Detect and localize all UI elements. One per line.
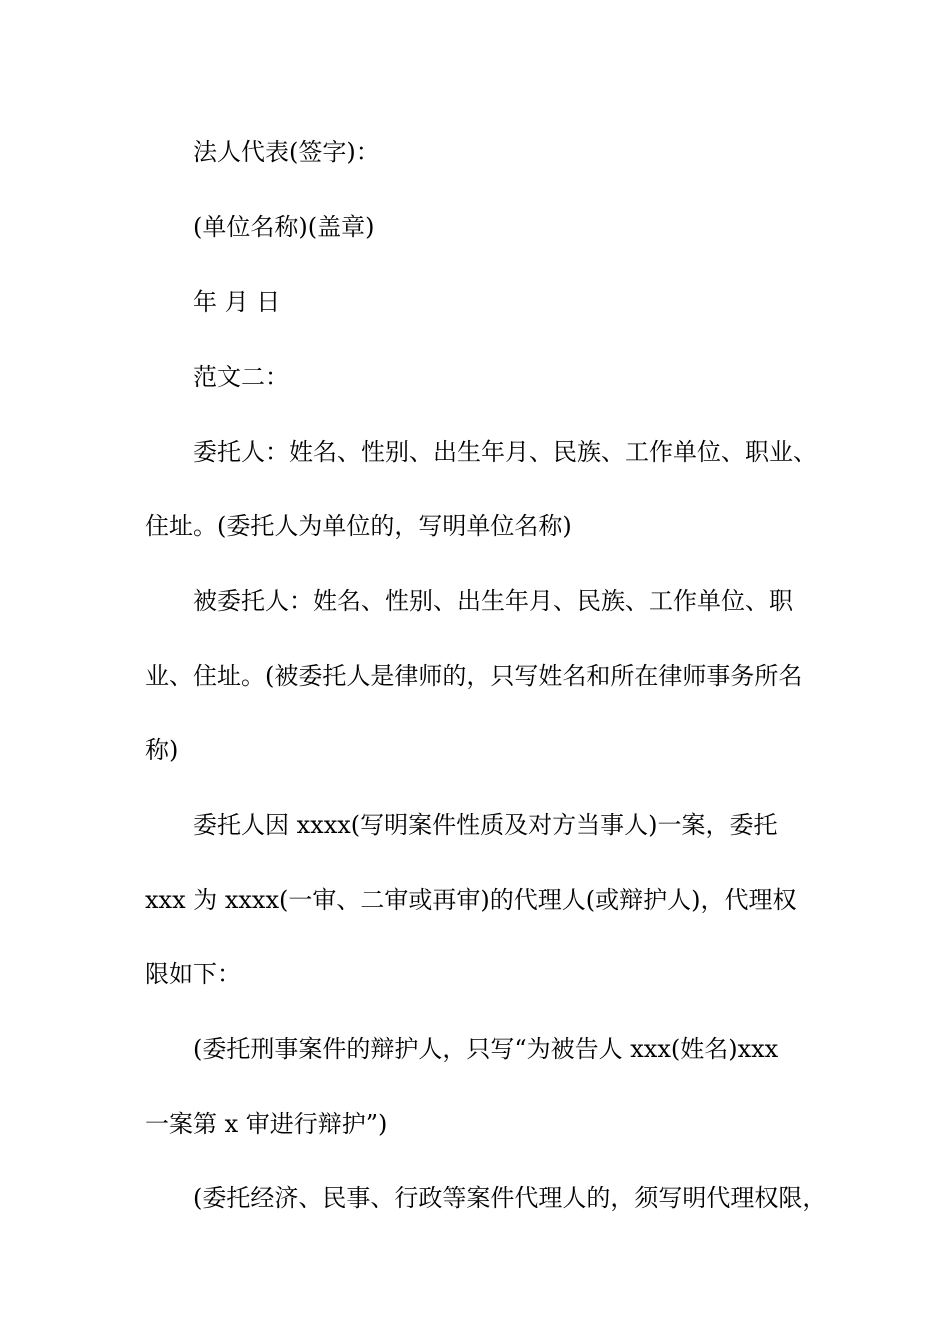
case-paragraph-line-3: 限如下： <box>145 960 241 988</box>
date-line: 年 月 日 <box>193 288 281 316</box>
case-paragraph-line-1: 委托人因 xxxx(写明案件性质及对方当事人)一案，委托 <box>193 811 778 839</box>
principal-paragraph-line-2: 住址。(委托人为单位的，写明单位名称) <box>145 512 572 540</box>
agent-paragraph-line-3: 称) <box>145 736 179 764</box>
sample-two-heading: 范文二： <box>193 363 289 391</box>
legal-representative-signature-line: 法人代表(签字)： <box>193 138 380 166</box>
principal-paragraph-line-1: 委托人：姓名、性别、出生年月、民族、工作单位、职业、 <box>193 438 817 466</box>
agent-paragraph-line-2: 业、住址。(被委托人是律师的，只写姓名和所在律师事务所名 <box>145 662 803 690</box>
civil-case-note-line-1: (委托经济、民事、行政等案件代理人的，须写明代理权限， <box>193 1184 827 1212</box>
case-paragraph-line-2: xxx 为 xxxx(一审、二审或再审)的代理人(或辩护人)，代理权 <box>145 886 797 914</box>
unit-name-seal-line: (单位名称)(盖章) <box>193 213 375 241</box>
agent-paragraph-line-1: 被委托人：姓名、性别、出生年月、民族、工作单位、职 <box>193 587 793 615</box>
criminal-defense-note-line-2: 一案第 x 审进行辩护”) <box>145 1110 388 1138</box>
criminal-defense-note-line-1: (委托刑事案件的辩护人，只写“为被告人 xxx(姓名)xxx <box>193 1035 779 1063</box>
